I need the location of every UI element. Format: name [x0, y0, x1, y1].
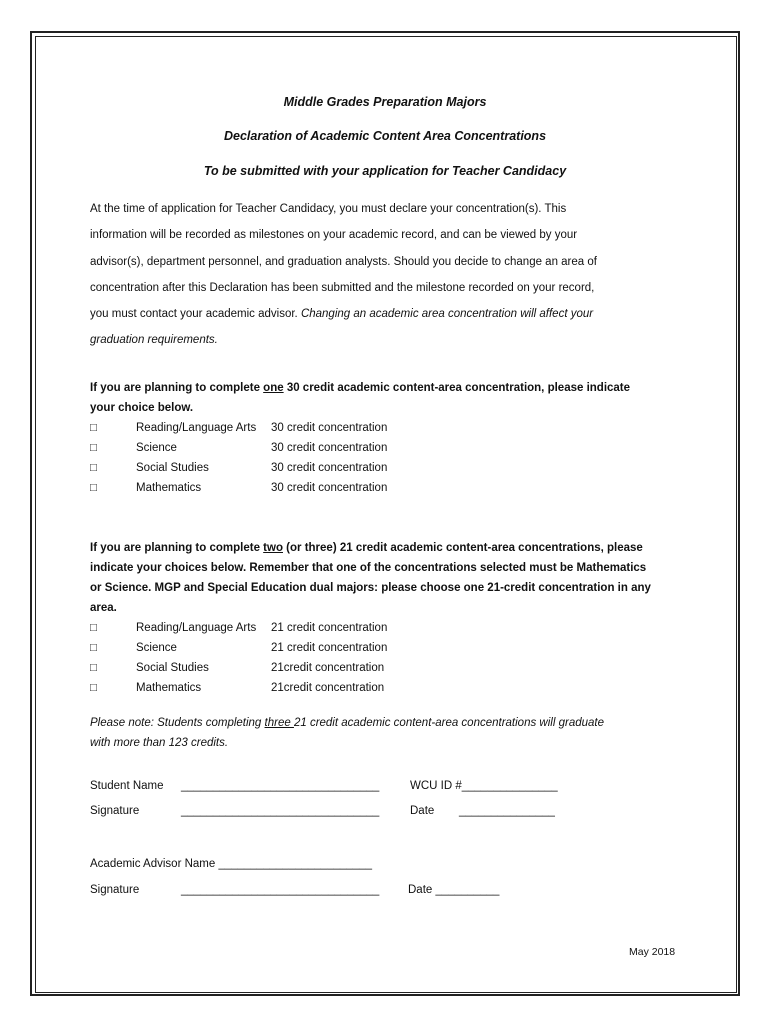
- option-row: [90, 658, 490, 678]
- checkbox-icon[interactable]: □: [90, 662, 97, 674]
- option-subject: Social Studies: [136, 662, 209, 674]
- checkbox-icon[interactable]: □: [90, 622, 97, 634]
- intro-line: [90, 301, 690, 327]
- note-text: Please note: Students completing: [90, 717, 265, 729]
- student-name-field[interactable]: _______________________________: [181, 780, 380, 792]
- checkbox-icon[interactable]: □: [90, 642, 97, 654]
- option-subject: Mathematics: [136, 682, 202, 694]
- option-row: [90, 458, 490, 478]
- option-subject: Science: [136, 642, 177, 654]
- heading-underline: two: [263, 542, 283, 554]
- option-row: [90, 418, 490, 438]
- option-row: [90, 618, 490, 638]
- heading-underline: one: [263, 382, 284, 394]
- option-credit: 30 credit concentration: [271, 462, 388, 474]
- note-underline: three: [264, 717, 294, 729]
- checkbox-icon[interactable]: □: [90, 482, 97, 494]
- option-credit: 30 credit concentration: [271, 442, 388, 454]
- credits-note: [90, 713, 690, 753]
- option-subject: Reading/Language Arts: [136, 622, 257, 634]
- checkbox-icon[interactable]: □: [90, 422, 97, 434]
- intro-paragraph: [90, 196, 690, 354]
- checkbox-icon[interactable]: □: [90, 442, 97, 454]
- advisor-date-field[interactable]: Date __________: [408, 884, 500, 896]
- option-row: [90, 438, 490, 458]
- document-title: Middle Grades Preparation Majors: [283, 95, 487, 109]
- intro-line: information will be recorded as milestones on your academic record, and can be viewed by your: [90, 229, 578, 242]
- heading-text: If you are planning to complete: [90, 382, 264, 394]
- option-subject: Mathematics: [136, 482, 202, 494]
- submission-instruction: To be submitted with your application for Teacher Candidacy: [203, 164, 567, 178]
- option-credit: 21 credit concentration: [271, 622, 388, 634]
- heading-text: (or three) 21 credit academic content-area concentrations, please: [282, 542, 643, 554]
- date-label: Date: [410, 805, 435, 817]
- option-row: [90, 638, 490, 658]
- advisor-name-field[interactable]: Academic Advisor Name ________________________: [90, 858, 372, 870]
- signature-label: Signature: [90, 805, 140, 817]
- heading-text: or Science. MGP and Special Education dual majors: please choose one 21-credit concentration in any: [90, 582, 651, 594]
- student-name-label: Student Name: [90, 780, 164, 792]
- student-date-field[interactable]: _______________: [459, 805, 555, 817]
- option-subject: Science: [136, 442, 177, 454]
- intro-line: At the time of application for Teacher Candidacy, you must declare your concentration(s). This: [90, 203, 567, 215]
- heading-text: indicate your choices below. Remember that one of the concentrations selected must be Mathematics: [90, 562, 647, 574]
- option-credit: 21credit concentration: [271, 662, 385, 674]
- note-text: 21 credit academic content-area concentrations will graduate: [293, 717, 604, 729]
- revision-date: May 2018: [629, 946, 676, 958]
- heading-text: 30 credit academic content-area concentration, please indicate: [283, 382, 631, 394]
- inner-border: [35, 36, 737, 993]
- option-subject: Social Studies: [136, 462, 209, 474]
- intro-line: concentration after this Declaration has been submitted and the milestone recorded on your record,: [90, 281, 595, 294]
- intro-line5-plain: you must contact your academic advisor.: [90, 308, 301, 321]
- heading-text: area.: [90, 602, 117, 614]
- option-row: [90, 678, 490, 698]
- checkbox-icon[interactable]: □: [90, 462, 97, 474]
- section-two-heading: [90, 538, 690, 618]
- intro-line: advisor(s), department personnel, and graduation analysts. Should you decide to change an area of: [90, 255, 597, 268]
- advisor-signature-field[interactable]: _______________________________: [181, 884, 380, 896]
- option-credit: 21credit concentration: [271, 682, 385, 694]
- intro-line5-italic: Changing an academic area concentration will affect your: [300, 308, 594, 321]
- option-credit: 30 credit concentration: [271, 422, 388, 434]
- heading-text: If you are planning to complete: [90, 542, 264, 554]
- student-signature-field[interactable]: _______________________________: [181, 805, 380, 817]
- document-subtitle: Declaration of Academic Content Area Concentrations: [223, 129, 547, 143]
- option-subject: Reading/Language Arts: [136, 422, 257, 434]
- option-credit: 30 credit concentration: [271, 482, 388, 494]
- option-row: [90, 478, 490, 498]
- heading-text: your choice below.: [90, 402, 194, 414]
- intro-line: graduation requirements.: [90, 334, 218, 347]
- wcu-id-field[interactable]: WCU ID #_______________: [410, 780, 558, 792]
- checkbox-icon[interactable]: □: [90, 682, 97, 694]
- section-one-heading: [90, 378, 690, 418]
- option-credit: 21 credit concentration: [271, 642, 388, 654]
- note-text: with more than 123 credits.: [90, 737, 229, 749]
- signature-label: Signature: [90, 884, 140, 896]
